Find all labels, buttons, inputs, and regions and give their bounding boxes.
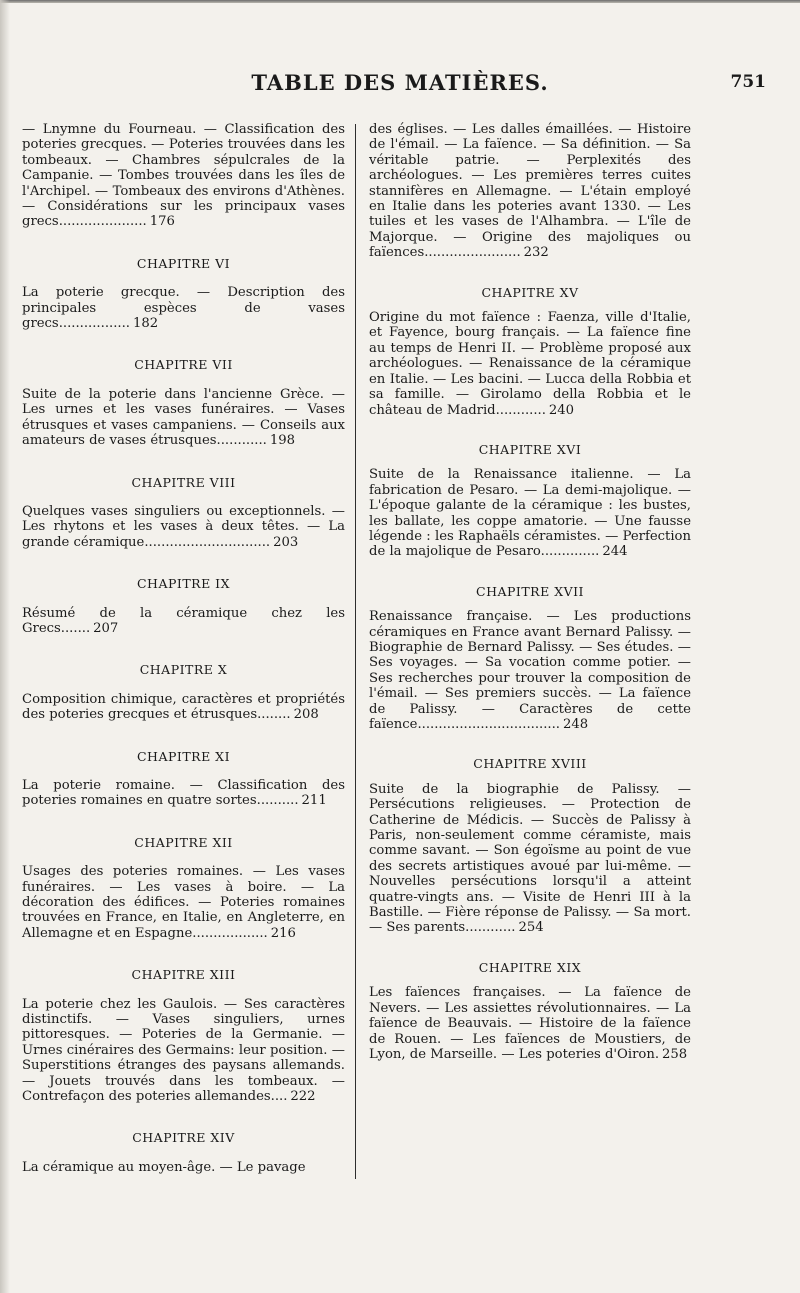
chapter-heading: CHAPITRE VI	[136, 255, 231, 271]
entry-page-number: 254	[518, 920, 544, 936]
entry-page-number: 198	[269, 433, 296, 449]
entry-page-number: 211	[301, 793, 327, 809]
chapter-heading: CHAPITRE VII	[134, 357, 233, 373]
entry-text: Usages des poteries romaines. — Les vases funéraires. — Les vases à boire. — La décoration des édifices. — Poteries romaines trouvées en France, en Italie, en Angleterre, en Allemagne et en Espagne..................	[22, 864, 345, 941]
entry-text: Composition chimique, caractères et propriétés des poteries grecques et étrusques........	[22, 691, 345, 723]
entry-page-number: 248	[562, 717, 589, 732]
chapter-heading: CHAPITRE XII	[134, 834, 233, 850]
chapter-heading: CHAPITRE X	[139, 662, 228, 678]
toc-entry	[22, 122, 345, 230]
toc-entry	[369, 310, 691, 418]
toc-entry	[369, 467, 691, 559]
column-divider	[355, 124, 356, 1179]
chapter-heading: CHAPITRE IX	[136, 576, 231, 592]
top-rule	[0, 0, 800, 3]
entry-text: La poterie chez les Gaulois. — Ses caractères distinctifs. — Vases singuliers, urnes pittoresques. — Poteries de la Germanie. — Urnes cinéraires des Germains: leur position. — Superstitions étranges des paysans allemands. — Jouets trouvés dans les tombeaux. — Contrefaçon des poteries allemandes....	[22, 996, 345, 1105]
chapter-heading: CHAPITRE XVII	[476, 583, 584, 599]
toc-entry	[22, 778, 345, 809]
toc-entry	[22, 1160, 345, 1175]
entry-page-number: 182	[132, 316, 159, 332]
entry-page-number: 207	[93, 620, 119, 636]
toc-entry	[369, 122, 691, 261]
chapter-heading: CHAPITRE VIII	[131, 474, 236, 490]
entry-page-number: 258	[662, 1046, 688, 1062]
entry-page-number	[306, 1160, 309, 1175]
entry-page-number: 244	[602, 544, 628, 560]
entry-text: La poterie romaine. — Classification des poteries romaines en quatre sortes..........	[22, 777, 345, 809]
toc-entry	[369, 782, 691, 936]
page-gutter-shadow	[0, 0, 10, 1293]
entry-page-number: 208	[293, 707, 319, 723]
entry-text: Suite de la biographie de Palissy. — Persécutions religieuses. — Protection de Catherine de Médicis. — Succès de Palissy à Paris, non-seulement comme céramiste, mais comme savant. — Son égoïsme au point de vue des secrets artistiques avoué par lui-même. — Nouvelles persécutions lorsqu'il a atteint quatre-vingts ans. — Visite de Henri III à la Bastille. — Fière réponse de Palissy. — Sa mort. — Ses parents............	[369, 781, 691, 936]
entry-page-number: 203	[273, 534, 299, 550]
entry-page-number: 232	[523, 245, 549, 261]
toc-entry	[22, 864, 345, 941]
toc-entry	[22, 692, 345, 723]
right-column	[369, 122, 691, 1062]
chapter-heading: CHAPITRE XI	[136, 748, 231, 764]
toc-entry	[369, 609, 691, 732]
entry-text: Quelques vases singuliers ou exceptionnels. — Les rhytons et les vases à deux têtes. — La grande céramique..............................	[22, 503, 345, 550]
chapter-heading: CHAPITRE XIV	[132, 1130, 235, 1146]
entry-text: Les faïences françaises. — La faïence de Nevers. — Les assiettes révolutionnaires. — La faïence de Beauvais. — Histoire de la faïence de Rouen. — Les faïences de Moustiers, de Lyon, de Marseille. — Les poteries d'Oiron.	[369, 985, 691, 1062]
chapter-heading: CHAPITRE XV	[481, 284, 579, 300]
entry-text: des églises. — Les dalles émaillées. — Histoire de l'émail. — La faïence. — Sa définition. — Sa véritable patrie. — Perplexités des archéologues. — Les premières terres cuites stannifères en Allemagne. — L'étain employé en Italie dans les poteries avant 1330. — Les tuiles et les vases de l'Alhambra. — L'île de Majorque. — Origine des majoliques ou faïences.......................	[369, 122, 691, 261]
entry-text: La poterie grecque. — Description des principales espèces de vases grecs.................	[22, 285, 345, 332]
running-head	[0, 70, 800, 100]
entry-page-number: 216	[270, 925, 296, 941]
chapter-heading: CHAPITRE XVIII	[473, 756, 587, 772]
entry-text: — Lnymne du Fourneau. — Classification des poteries grecques. — Poteries trouvées dans les tombeaux. — Chambres sépulcrales de la Campanie. — Tombes trouvées dans les îles de l'Archipel. — Tombeaux des environs d'Athènes. — Considérations sur les principaux vases grecs.....................	[22, 122, 345, 230]
page-number: 751	[730, 72, 766, 92]
toc-entry	[22, 997, 345, 1105]
entry-page-number: 240	[548, 402, 575, 418]
entry-page-number: 176	[149, 214, 175, 230]
toc-entry	[22, 504, 345, 550]
toc-entry	[22, 387, 345, 449]
entry-page-number: 222	[290, 1089, 316, 1105]
entry-text: Origine du mot faïence : Faenza, ville d'Italie, et Fayence, bourg français. — La faïence fine au temps de Henri II. — Problème proposé aux archéologues. — Renaissance de la céramique en Italie. — Les bacini. — Lucca della Robbia et sa famille. — Girolamo della Robbia et le château de Madrid............	[369, 310, 691, 418]
toc-entry	[369, 985, 691, 1062]
toc-entry	[22, 606, 345, 637]
chapter-heading: CHAPITRE XVI	[478, 441, 582, 457]
entry-text: Résumé de la céramique chez les Grecs.......	[22, 605, 345, 636]
chapter-heading: CHAPITRE XIII	[131, 967, 236, 983]
running-title: TABLE DES MATIÈRES.	[251, 70, 549, 95]
entry-text: Suite de la Renaissance italienne. — La fabrication de Pesaro. — La demi-majolique. — L'époque galante de la céramique : les bustes, les ballate, les coppe amatorie. — Une fausse légende : les Raphaëls céramistes. — Perfection de la majolique de Pesaro..............	[369, 467, 691, 560]
left-column	[22, 122, 345, 1175]
entry-text: Suite de la poterie dans l'ancienne Grèce. — Les urnes et les vases funéraires. — Vases étrusques et vases campaniens. — Conseils aux amateurs de vases étrusques............	[22, 386, 345, 449]
entry-text: Renaissance française. — Les productions céramiques en France avant Bernard Palissy. — Biographie de Bernard Palissy. — Ses études. — Ses voyages. — Sa vocation comme potier. — Ses recherches pour trouver la composition de l'émail. — Ses premiers succès. — La faïence de Palissy. — Caractères de cette faïence..................................	[369, 609, 691, 732]
entry-text: La céramique au moyen-âge. — Le pavage	[22, 1159, 306, 1175]
toc-entry	[22, 285, 345, 331]
chapter-heading: CHAPITRE XIX	[478, 959, 582, 975]
